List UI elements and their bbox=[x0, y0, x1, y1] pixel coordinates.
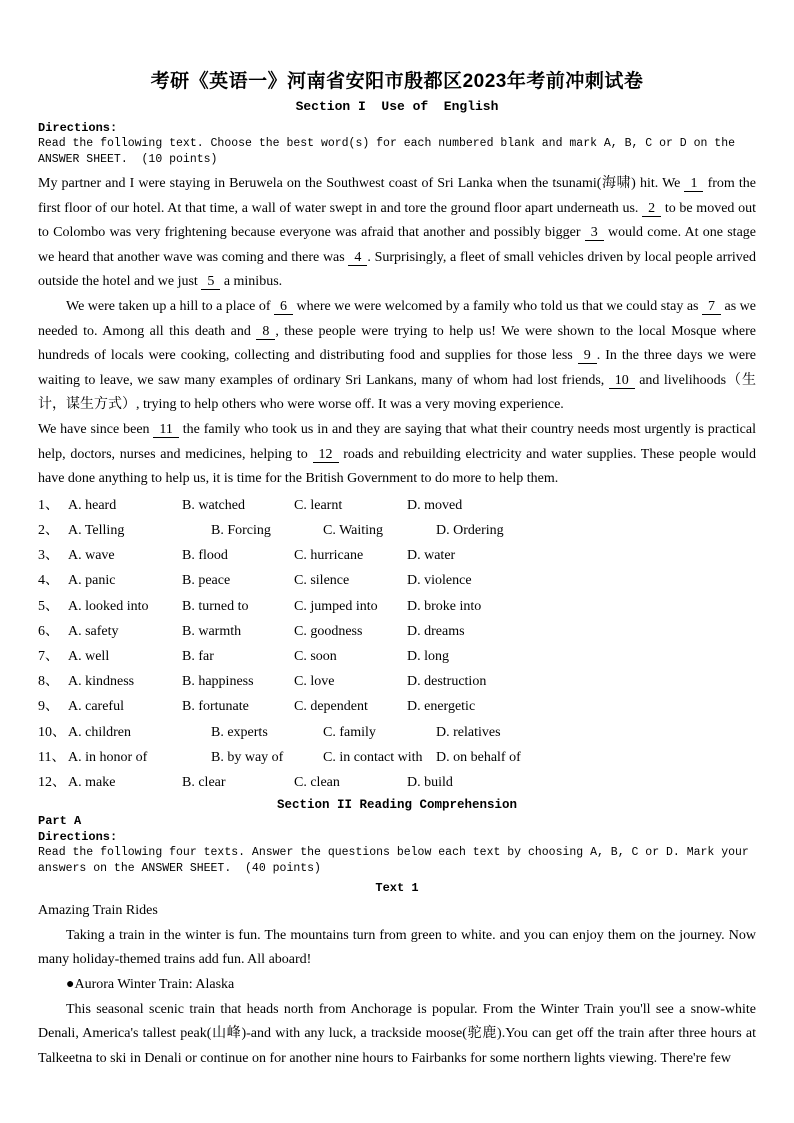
question-3-option-C: C. hurricane bbox=[294, 548, 364, 564]
question-6-option-B: B. warmth bbox=[182, 623, 242, 639]
section1-directions-label: Directions: bbox=[38, 121, 118, 135]
question-2-option-C: C. Waiting bbox=[323, 522, 384, 538]
question-number-2: 2、 bbox=[38, 522, 59, 538]
section2-heading: Section II Reading Comprehension bbox=[276, 798, 518, 813]
cloze-paragraph-2: We were taken up a hill to a place of 6 where we were welcomed by a family who told us that we could stay as 7 as we needed to. Among all this death and 8 , these people were trying to help us! We were shown to the local Mosque where hundreds of locals were cooking, collecting and distributing food and supplies for those less 9 . In the three days we were waiting to leave, we saw many examples of ordinary Sri Lankans, many of whom had lost friends, 10 and livelihoods（生计，谋生方式）, trying to help others who were worse off. It was a very moving experience. bbox=[38, 298, 757, 413]
question-number-8: 8、 bbox=[38, 674, 59, 690]
question-number-12: 12、 bbox=[38, 774, 66, 790]
question-number-3: 3、 bbox=[38, 548, 59, 564]
question-6-option-C: C. goodness bbox=[294, 623, 363, 639]
question-9-option-C: C. dependent bbox=[294, 699, 368, 715]
question-number-5: 5、 bbox=[38, 598, 59, 614]
question-12-option-D: D. build bbox=[407, 774, 453, 790]
question-7-option-B: B. far bbox=[182, 648, 214, 664]
question-11-option-D: D. on behalf of bbox=[436, 749, 521, 765]
question-8-option-C: C. love bbox=[294, 674, 335, 690]
question-2-option-D: D. Ordering bbox=[436, 522, 504, 538]
question-12-option-C: C. clean bbox=[294, 774, 340, 790]
question-row-9 bbox=[38, 694, 756, 719]
cloze-blank-9: 9 bbox=[578, 348, 597, 364]
question-row-4 bbox=[38, 568, 756, 593]
question-list bbox=[38, 493, 756, 795]
question-3-option-A: A. wave bbox=[68, 548, 115, 564]
page-title: 考研《英语一》河南省安阳市殷都区2023年考前冲刺试卷 bbox=[150, 71, 644, 92]
question-10-option-B: B. experts bbox=[211, 724, 268, 740]
question-1-option-A: A. heard bbox=[68, 497, 117, 513]
question-number-4: 4、 bbox=[38, 573, 59, 589]
question-row-8 bbox=[38, 669, 756, 694]
question-number-6: 6、 bbox=[38, 623, 59, 639]
question-9-option-D: D. energetic bbox=[407, 699, 476, 715]
question-row-10 bbox=[38, 720, 756, 745]
cloze-blank-5: 5 bbox=[201, 274, 220, 290]
cloze-paragraph-3: We have since been 11 the family who took us in and they are saying that what their country needs most urgently is practical help, doctors, nurses and medicines, helping to 12 roads and rebuilding electricity and water supplies. These people would have done anything to help us, it is time for the British Government to do more to help them. bbox=[38, 421, 756, 487]
cloze-blank-4: 4 bbox=[348, 250, 367, 266]
cloze-blank-6: 6 bbox=[274, 299, 293, 315]
section2-directions-text: Read the following four texts. Answer the questions below each text by choosing A, B, C or D. Mark your answers on the ANSWER SHEET. (40 points) bbox=[38, 846, 756, 876]
question-8-option-A: A. kindness bbox=[68, 674, 135, 690]
question-7-option-D: D. long bbox=[407, 648, 449, 664]
question-row-3 bbox=[38, 543, 756, 568]
question-10-option-C: C. family bbox=[323, 724, 376, 740]
question-11-option-A: A. in honor of bbox=[68, 749, 148, 765]
text1-paragraph-1: Taking a train in the winter is fun. The mountains turn from green to white. and you can enjoy them on the journey. Now many holiday-themed trains add fun. All aboard! bbox=[38, 927, 756, 968]
question-row-12 bbox=[38, 770, 756, 795]
question-11-option-B: B. by way of bbox=[211, 749, 284, 765]
question-3-option-B: B. flood bbox=[182, 548, 228, 564]
section2-directions-label: Directions: bbox=[38, 830, 118, 845]
question-row-11 bbox=[38, 745, 756, 770]
question-6-option-A: A. safety bbox=[68, 623, 119, 639]
question-5-option-D: D. broke into bbox=[407, 598, 482, 614]
text1-paragraph-2: This seasonal scenic train that heads north from Anchorage is popular. From the Winter Train you'll see a snow-white Denali, America's tallest peak(山峰)-and with any luck, a trackside moose(驼鹿).You can get off the train after three hours at Talkeetna to ski in Denali or continue on for another nine hours to Fairbanks for some northern lights viewing. There're few bbox=[38, 1001, 756, 1066]
question-8-option-B: B. happiness bbox=[182, 674, 254, 690]
question-10-option-D: D. relatives bbox=[436, 724, 501, 740]
question-row-7 bbox=[38, 644, 756, 669]
question-row-6 bbox=[38, 619, 756, 644]
question-9-option-B: B. fortunate bbox=[182, 699, 249, 715]
cloze-paragraph-1: My partner and I were staying in Beruwela on the Southwest coast of Sri Lanka when the tsunami(海啸) hit. We 1 from the first floor of our hotel. At that time, a wall of water swept in and tore the ground floor apart underneath us. 2 to be moved out to Colombo was very frightening because everyone was afraid that another and possibly bigger 3 would come. At one stage we heard that another wave was coming and there was 4 . Surprisingly, a fleet of small vehicles driven by local people arrived outside the hotel and we just 5 a minibus. bbox=[38, 176, 756, 290]
question-5-option-A: A. looked into bbox=[68, 598, 149, 614]
section1-heading: Section I Use of English bbox=[295, 99, 499, 114]
question-2-option-B: B. Forcing bbox=[211, 522, 271, 538]
question-number-1: 1、 bbox=[38, 497, 59, 513]
text1-title: Amazing Train Rides bbox=[38, 903, 158, 919]
question-1-option-C: C. learnt bbox=[294, 497, 343, 513]
question-3-option-D: D. water bbox=[407, 548, 456, 564]
text1-bullet-aurora: ●Aurora Winter Train: Alaska bbox=[66, 976, 235, 992]
question-12-option-B: B. clear bbox=[182, 774, 226, 790]
text1-heading: Text 1 bbox=[375, 881, 419, 896]
cloze-blank-11: 11 bbox=[153, 422, 178, 438]
cloze-blank-8: 8 bbox=[256, 324, 275, 340]
question-number-7: 7、 bbox=[38, 648, 59, 664]
question-11-option-C: C. in contact with bbox=[323, 749, 423, 765]
question-row-1 bbox=[38, 493, 756, 518]
cloze-blank-2: 2 bbox=[642, 201, 661, 217]
question-4-option-B: B. peace bbox=[182, 573, 231, 589]
question-1-option-D: D. moved bbox=[407, 497, 463, 513]
question-8-option-D: D. destruction bbox=[407, 674, 487, 690]
cloze-blank-7: 7 bbox=[702, 299, 721, 315]
question-5-option-B: B. turned to bbox=[182, 598, 249, 614]
question-6-option-D: D. dreams bbox=[407, 623, 465, 639]
question-row-2 bbox=[38, 518, 756, 543]
cloze-blank-3: 3 bbox=[585, 225, 604, 241]
cloze-blank-10: 10 bbox=[609, 373, 635, 389]
question-9-option-A: A. careful bbox=[68, 699, 124, 715]
cloze-blank-1: 1 bbox=[684, 176, 703, 192]
question-10-option-A: A. children bbox=[68, 724, 131, 740]
question-number-10: 10、 bbox=[38, 724, 66, 740]
question-1-option-B: B. watched bbox=[182, 497, 245, 513]
question-4-option-A: A. panic bbox=[68, 573, 116, 589]
question-7-option-A: A. well bbox=[68, 648, 110, 664]
question-2-option-A: A. Telling bbox=[68, 522, 125, 538]
question-5-option-C: C. jumped into bbox=[294, 598, 378, 614]
cloze-blank-12: 12 bbox=[313, 447, 339, 463]
question-number-9: 9、 bbox=[38, 699, 59, 715]
question-row-5 bbox=[38, 594, 756, 619]
question-4-option-D: D. violence bbox=[407, 573, 472, 589]
question-4-option-C: C. silence bbox=[294, 573, 350, 589]
question-7-option-C: C. soon bbox=[294, 648, 337, 664]
question-12-option-A: A. make bbox=[68, 774, 116, 790]
section1-directions-text: Read the following text. Choose the best word(s) for each numbered blank and mark A, B, C or D on the ANSWER SHEET. (10 points) bbox=[38, 137, 742, 166]
question-number-11: 11、 bbox=[38, 749, 66, 765]
part-a-label: Part A bbox=[38, 814, 82, 829]
